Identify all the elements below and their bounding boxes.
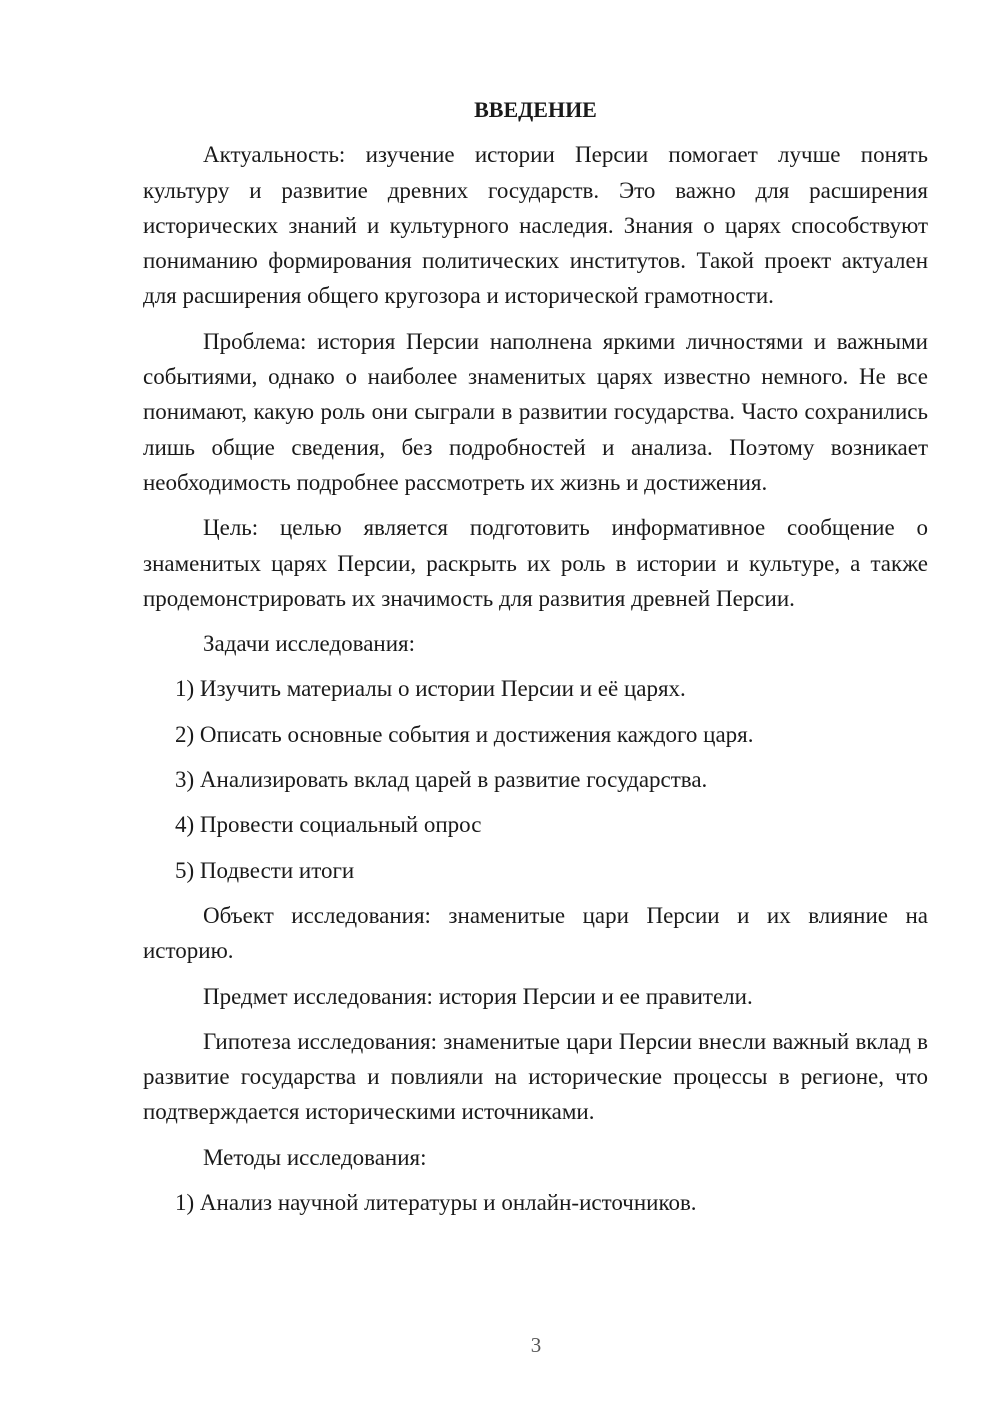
methods-heading: Методы исследования:: [203, 1144, 427, 1170]
task-list-item: 2) Описать основные события и достижения каждого царя.: [175, 721, 754, 747]
paragraph-object: Объект исследования: знаменитые цари Персии и их влияние на историю.: [143, 902, 928, 964]
document-page: [143, 92, 928, 1230]
tasks-heading: Задачи исследования:: [203, 631, 416, 657]
task-list-item: 1) Изучить материалы о истории Персии и её царях.: [175, 676, 686, 702]
page-number: 3: [530, 1333, 542, 1357]
page-title: ВВЕДЕНИЕ: [474, 97, 597, 122]
paragraph-problem: Проблема: история Персии наполнена яркими личностями и важными событиями, однако о наиболее знаменитых царях известно немного. Не все понимают, какую роль они сыграли в развитии государства. Часто сохранились лишь общие сведения, без подробностей и анализа. Поэтому возникает необходимость подробнее рассмотреть их жизнь и достижения.: [143, 328, 928, 495]
method-list-item: 1) Анализ научной литературы и онлайн-источников.: [175, 1190, 697, 1216]
paragraph-goal: Цель: целью является подготовить информативное сообщение о знаменитых царях Персии, раскрыть их роль в истории и культуре, а также продемонстрировать их значимость для развития древней Персии.: [143, 515, 928, 611]
paragraph-subject: Предмет исследования: история Персии и ее правители.: [203, 983, 753, 1009]
task-list-item: 5) Подвести итоги: [175, 857, 355, 883]
task-list-item: 4) Провести социальный опрос: [175, 812, 482, 838]
task-list-item: 3) Анализировать вклад царей в развитие государства.: [175, 767, 708, 793]
paragraph-hypothesis: Гипотеза исследования: знаменитые цари Персии внесли важный вклад в развитие государства и повлияли на исторические процессы в регионе, что подтверждается историческими источниками.: [143, 1028, 928, 1125]
paragraph-relevance: Актуальность: изучение истории Персии помогает лучше понять культуру и развитие древних государств. Это важно для расширения исторических знаний и культурного наследия. Знания о царях способствуют пониманию формирования политических институтов. Такой проект актуален для расширения общего кругозора и исторической грамотности.: [143, 142, 928, 309]
